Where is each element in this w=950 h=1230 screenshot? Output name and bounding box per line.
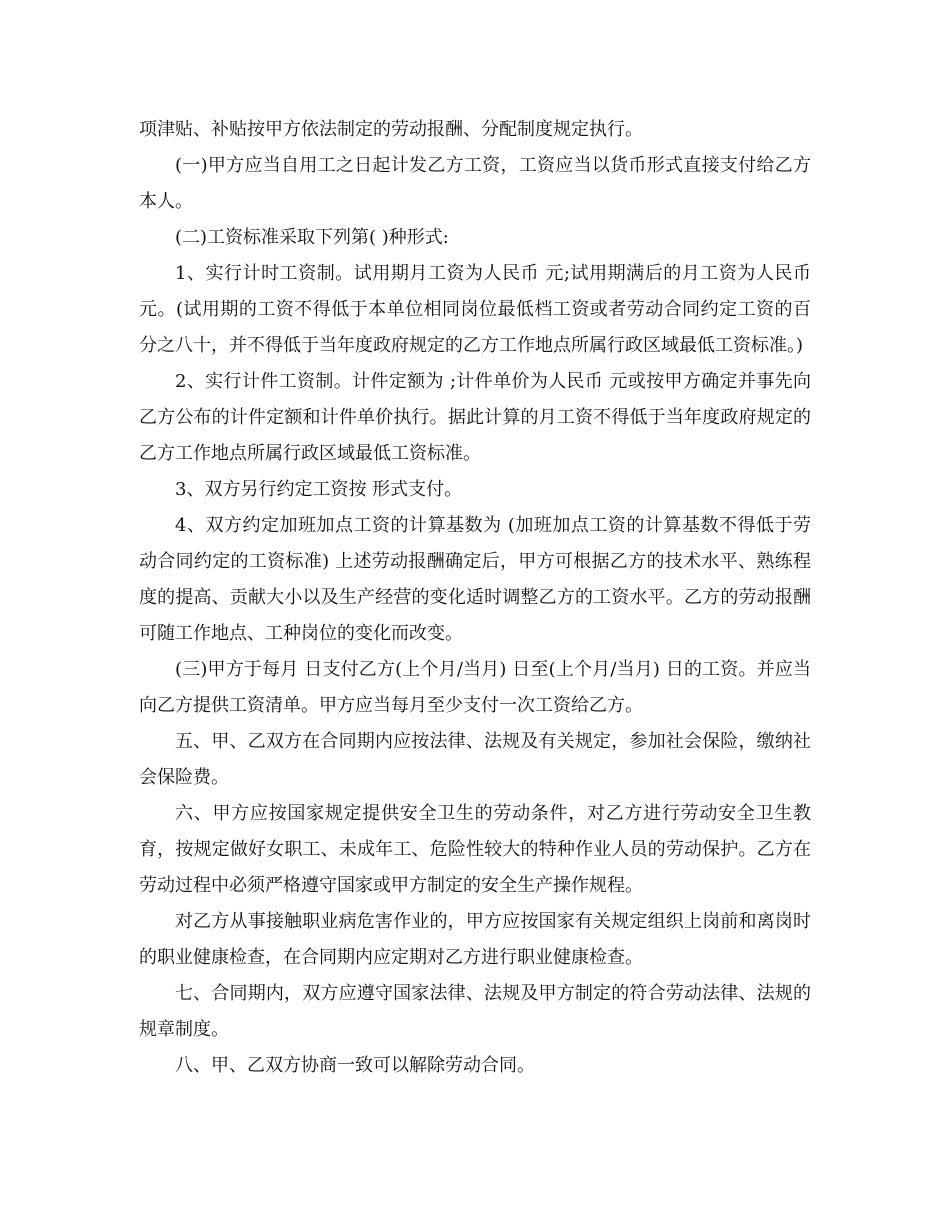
document-body <box>139 112 811 1084</box>
paragraph-11: 对乙方从事接触职业病危害作业的，甲方应按国家有关规定组织上岗前和离岗时的职业健康检查，在合同期内应定期对乙方进行职业健康检查。 <box>139 911 811 968</box>
paragraph-1: 项津贴、补贴按甲方依法制定的劳动报酬、分配制度规定执行。 <box>139 119 643 140</box>
paragraph-7: 4、双方约定加班加点工资的计算基数为 (加班加点工资的计算基数不得低于劳动合同约定的工资标准) 上述劳动报酬确定后，甲方可根据乙方的技术水平、熟练程度的提高、贡献大小以及生产经营的变化适时调整乙方的工资水平。乙方的劳动报酬可随工作地点、工种岗位的变化而改变。 <box>139 515 811 644</box>
paragraph-12: 七、合同期内，双方应遵守国家法律、法规及甲方制定的符合劳动法律、法规的规章制度。 <box>139 983 811 1040</box>
paragraph-9: 五、甲、乙双方在合同期内应按法律、法规及有关规定，参加社会保险，缴纳社会保险费。 <box>139 731 811 788</box>
paragraph-4: 1、实行计时工资制。试用期月工资为人民币 元;试用期满后的月工资为人民币 元。(试用期的工资不得低于本单位相同岗位最低档工资或者劳动合同约定工资的百分之八十，并不得低于当年度政府规定的乙方工作地点所属行政区域最低工资标准。) <box>139 263 811 356</box>
paragraph-5: 2、实行计件工资制。计件定额为 ;计件单价为人民币 元或按甲方确定并事先向乙方公布的计件定额和计件单价执行。据此计算的月工资不得低于当年度政府规定的乙方工作地点所属行政区域最低工资标准。 <box>139 371 811 464</box>
paragraph-13: 八、甲、乙双方协商一致可以解除劳动合同。 <box>175 1055 535 1076</box>
paragraph-6: 3、双方另行约定工资按 形式支付。 <box>175 479 463 500</box>
paragraph-10: 六、甲方应按国家规定提供安全卫生的劳动条件，对乙方进行劳动安全卫生教育，按规定做好女职工、未成年工、危险性较大的特种作业人员的劳动保护。乙方在劳动过程中必须严格遵守国家或甲方制定的安全生产操作规程。 <box>139 803 811 896</box>
paragraph-2: (一)甲方应当自用工之日起计发乙方工资，工资应当以货币形式直接支付给乙方本人。 <box>139 155 811 212</box>
paragraph-8: (三)甲方于每月 日支付乙方(上个月/当月) 日至(上个月/当月) 日的工资。并应当向乙方提供工资清单。甲方应当每月至少支付一次工资给乙方。 <box>139 659 811 716</box>
paragraph-3: (二)工资标准采取下列第( )种形式: <box>175 227 449 248</box>
